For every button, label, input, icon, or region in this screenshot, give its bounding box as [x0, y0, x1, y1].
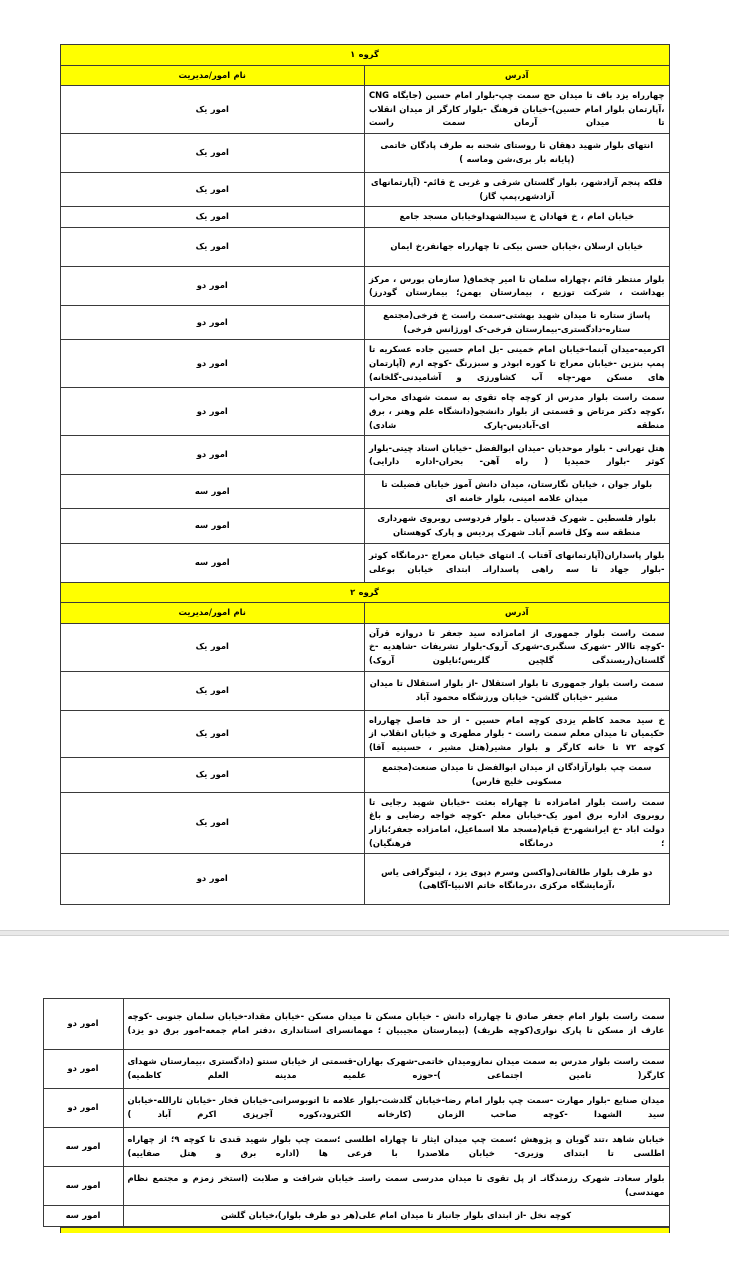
unit-cell: امور دو	[60, 340, 365, 388]
address-cell: خیابان شاهد ،تند گویان و پژوهش ؛سمت چپ میدان ایثار تا چهاراه اطلسی ؛سمت چپ بلوار شهید قندی تا کوچه ۹؛ از چهاراه اطلسی تا ابتدای وزیری- خیابان ملاصدرا با فرعی ها (اداره برق و هتل صفاییه)	[123, 1128, 669, 1167]
unit-cell: امور سه	[43, 1128, 123, 1167]
next-group-banner-clipped	[60, 1227, 670, 1233]
address-cell: میدان صنایع -بلوار مهارت -سمت چپ بلوار امام رضا-خیابان گلدشت-بلوار علامه تا اتوبوسرانی-خیابان فخار -خیابان ثارالله-خیابان سید الشهدا -کوچه صاحب الزمان (کارخانه الکترود،کوره آجرپزی اکرم آباد )	[123, 1089, 669, 1128]
table-row	[60, 792, 669, 853]
table-row	[60, 623, 669, 671]
unit-cell: امور دو	[43, 1089, 123, 1128]
table-row	[60, 436, 669, 475]
unit-cell: امور یک	[60, 623, 365, 671]
unit-cell: امور یک	[60, 228, 365, 267]
unit-cell: امور دو	[43, 999, 123, 1050]
table-row	[60, 671, 669, 710]
address-cell: سمت راست بلوار جمهوری از امامزاده سید جعفر تا دروازه قرآن -کوچه تاالار -شهرک سنگبری-شهرک آروک-بلوار تشریفات -شاهدیه -خ گلستان(ریسندگی گلچین گلریس؛نایلون آروک)	[365, 623, 670, 671]
table-row	[43, 1050, 669, 1089]
address-table-group-1	[60, 44, 670, 905]
group-banner-row	[60, 582, 669, 603]
table-row	[60, 306, 669, 340]
address-cell: سمت راست بلوار جمهوری تا بلوار استقلال -از بلوار استقلال تا میدان مشیر -خیابان گلشن- خیابان ورزشگاه محمود آباد	[365, 671, 670, 710]
table-row	[60, 173, 669, 207]
address-cell: سمت راست بلوار امام جعفر صادق تا چهارراه دانش - خیابان مسکن تا میدان مسکن -خیابان مقداد-خیابان سلمان جنوبی -کوچه عارف از مسکن تا پارک نواری(کوچه ظریف) (بیمارستان مجیبیان ؛ مهمانسرای استانداری ،دفتر امام جمعه-امور برق دو یزد)	[123, 999, 669, 1050]
group-title-2: گروه ۲	[60, 582, 669, 603]
address-cell: سمت راست بلوار مدرس از کوچه چاه تقوی به سمت شهدای محراب ،کوچه دکتر مرتاض و قسمتی از بلوار دانشجو(دانشگاه علم وهنر ، برق منطقه ای-آبادیس-پارک شادی)	[365, 388, 670, 436]
unit-cell: امور یک	[60, 792, 365, 853]
address-table-continued	[43, 998, 670, 1227]
table-row	[43, 1167, 669, 1206]
table-row	[60, 340, 669, 388]
table-row	[43, 999, 669, 1050]
address-cell: بلوار فلسطین ـ شهرک قدسیان ـ بلوار فردوسی روبروی شهرداری منطقه سه وکل قاسم آبادـ شهرک پردیس و پارک کوهستان	[365, 509, 670, 543]
address-cell: سمت راست بلوار مدرس به سمت میدان نمازومیدان خاتمی-شهرک بهاران-قسمتی از خیابان سنتو (دادگستری ،بیمارستان شهدای کارگر( تامین اجتماعی )-حوزه علمیه مدینه العلم کاظمیه)	[123, 1050, 669, 1089]
address-cell: اکرمیه-میدان آبنما-خیابان امام خمینی -بل امام حسین جاده عسکریه تا پمپ بنزین -خیابان معراج تا کوره ابوذر و سبزرنگ -کوچه ارم (آپارتمان های مسکن مهر-چاه آب کشاورزی و آشامیدنی-گلخانه)	[365, 340, 670, 388]
address-cell: خیابان امام ، خ فهادان خ سیدالشهداوخیابان مسجد جامع	[365, 207, 670, 228]
table-row	[60, 134, 669, 173]
address-cell: بلوار پاسداران(آپارتمانهای آفتاب )ـ انتهای خیابان معراج -درمانگاه کوثر -بلوار جهاد تا سه راهی پاسدارانـ ابتدای خیابان بوعلی	[365, 543, 670, 582]
column-header-row	[60, 65, 669, 86]
table-row	[43, 1206, 669, 1227]
table-row	[60, 388, 669, 436]
address-cell: فلکه پنجم آزادشهر، بلوار گلستان شرقی و غربی خ قائم- (آپارتمانهای آزادشهر،پمپ گاز)	[365, 173, 670, 207]
table-row	[43, 1128, 669, 1167]
address-cell: دو طرف بلوار طالقانی(واکسن وسرم دپوی یزد ، لیتوگرافی یاس ،آزمایشگاه مرکزی ،درمانگاه خاتم الانبیا-آگاهی)	[365, 854, 670, 905]
address-cell: کوچه نخل -از ابتدای بلوار جانباز تا میدان امام علی(هر دو طرف بلوار)،خیابان گلشن	[123, 1206, 669, 1227]
unit-cell: امور دو	[43, 1050, 123, 1089]
table-row	[60, 543, 669, 582]
column-header-unit: نام امور/مدیریت	[60, 65, 365, 86]
table-row	[60, 758, 669, 792]
unit-cell: امور دو	[60, 436, 365, 475]
group-title-1: گروه ۱	[60, 45, 669, 66]
unit-cell: امور یک	[60, 758, 365, 792]
address-cell: سمت چپ بلوارآزادگان از میدان ابوالفضل تا میدان صنعت(مجتمع مسکونی خلیج فارس)	[365, 758, 670, 792]
address-cell: انتهای بلوار شهید دهقان تا روستای شحنه به طرف پادگان خاتمی (پایانه بار بری،شن وماسه )	[365, 134, 670, 173]
unit-cell: امور سه	[60, 509, 365, 543]
table-row	[60, 710, 669, 758]
unit-cell: امور دو	[60, 306, 365, 340]
table-row	[60, 86, 669, 134]
unit-cell: امور سه	[60, 475, 365, 509]
table-container-page-2	[60, 998, 670, 1233]
unit-cell: امور یک	[60, 207, 365, 228]
address-cell: هتل تهرانی - بلوار موحدیان -میدان ابوالفضل -خیابان استاد چیتی-بلوار کوثر -بلوار حمیدیا ( راه آهن- بحران-اداره دارایی)	[365, 436, 670, 475]
column-header-address: آدرس	[365, 65, 670, 86]
unit-cell: امور دو	[60, 854, 365, 905]
address-cell: سمت راست بلوار امامزاده تا چهاراه بعثت -خیابان شهید رجایی تا روبروی اداره برق امور یک-خیابان معلم -کوچه خواجه رضایی و باغ دولت اباد -خ ایرانشهر-خ قیام(مسجد ملا اسماعیل، امامزاده جعفر؛بازار ؛ درمانگاه فرهنگیان)	[365, 792, 670, 853]
unit-cell: امور دو	[60, 388, 365, 436]
table-row	[60, 509, 669, 543]
table-row	[60, 267, 669, 306]
table-row	[60, 475, 669, 509]
unit-cell: امور سه	[60, 543, 365, 582]
table-row	[60, 228, 669, 267]
table-row	[60, 854, 669, 905]
unit-cell: امور یک	[60, 671, 365, 710]
column-header-unit: نام امور/مدیریت	[60, 603, 365, 624]
table-row	[43, 1089, 669, 1128]
unit-cell: امور سه	[43, 1206, 123, 1227]
address-cell: بلوار جوان ، خیابان نگارستان، میدان دانش آموز خیابان فضیلت تا میدان علامه امینی، بلوار خامنه ای	[365, 475, 670, 509]
column-header-address: آدرس	[365, 603, 670, 624]
column-header-row	[60, 603, 669, 624]
unit-cell: امور سه	[43, 1167, 123, 1206]
unit-cell: امور دو	[60, 267, 365, 306]
table-container-page-1	[60, 44, 670, 905]
address-cell: چهارراه یزد باف تا میدان حج سمت چپ-بلوار امام حسین (جایگاه CNG ،آپارتمان بلوار امام حسین)-خیابان فرهنگ -بلوار کارگر از میدان انقلاب تا میدان آرمان سمت راست	[365, 86, 670, 134]
address-cell: خیابان ارسلان ،خیابان حسن بیکی تا چهارراه جهانفر،خ ایمان	[365, 228, 670, 267]
unit-cell: امور یک	[60, 173, 365, 207]
group-banner-row	[60, 45, 669, 66]
unit-cell: امور یک	[60, 86, 365, 134]
address-cell: خ سید محمد کاظم یزدی کوچه امام حسین - از حد فاصل چهارراه حکیمیان تا میدان معلم سمت راست - بلوار مطهری و خیابان انقلاب از کوچه ۷۲ تا خانه کارگر و بلوار مشیر(هتل مشیر ، حسینیه آقا)	[365, 710, 670, 758]
document-page-2	[0, 936, 729, 1286]
unit-cell: امور یک	[60, 710, 365, 758]
unit-cell: امور یک	[60, 134, 365, 173]
address-cell: بلوار سعادتـ شهرک رزمندگانـ از پل تقوی تا میدان مدرسی سمت راستـ خیابان شرافت و صلابت (استخر زمزم و مجتمع نظام مهندسی)	[123, 1167, 669, 1206]
address-cell: پاساژ ستاره تا میدان شهید بهشتی-سمت راست خ فرخی(مجتمع ستاره-دادگستری-بیمارستان فرخی-ک اورژانس فرخی)	[365, 306, 670, 340]
table-row	[60, 207, 669, 228]
address-cell: بلوار منتظر قائم ،چهاراه سلمان تا امیر چخماق( سازمان بورس ، مرکز بهداشت ، شرکت توزیع ، بیمارستان بهمن؛ بیمارستان گودرز)	[365, 267, 670, 306]
